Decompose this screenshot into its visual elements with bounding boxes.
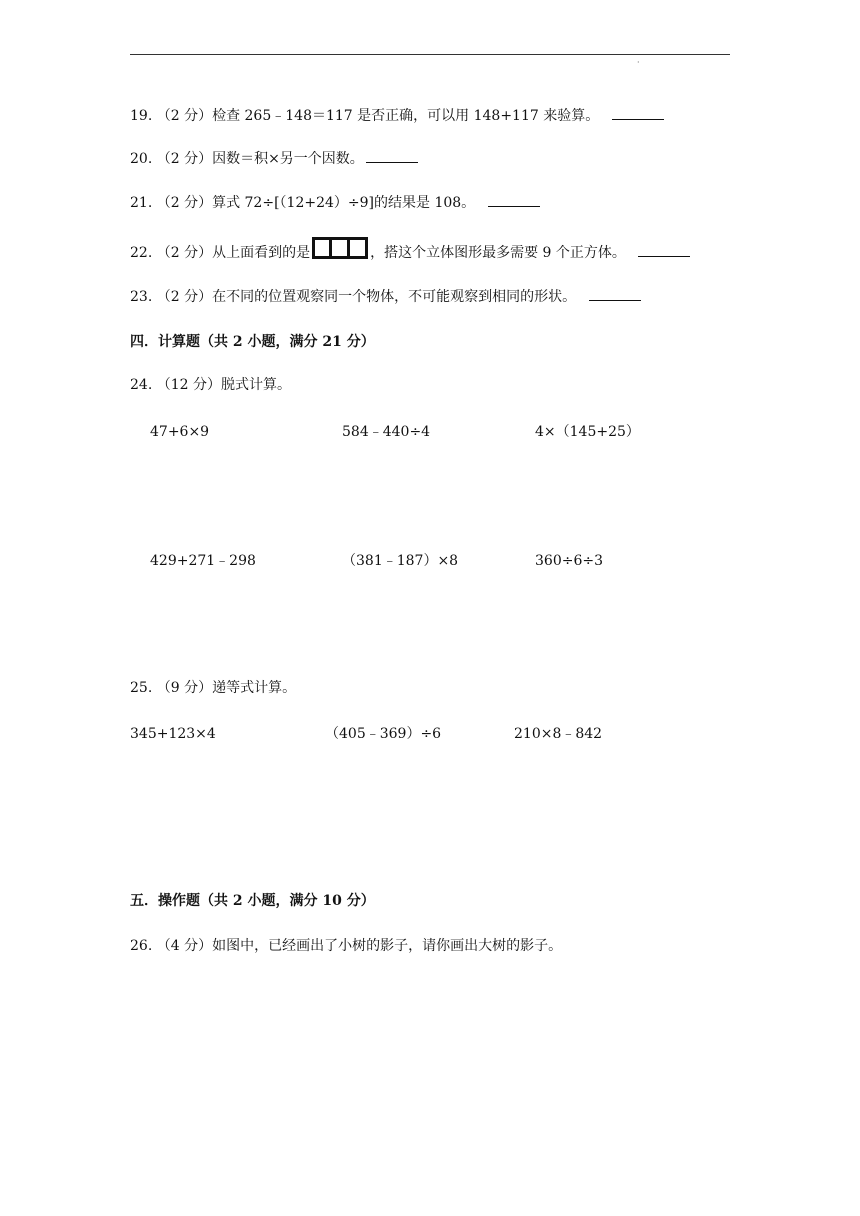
- question-text: 如图中，已经画出了小树的影子，请你画出大树的影子。: [212, 938, 563, 954]
- answer-blank[interactable]: [589, 286, 641, 301]
- question-20: [130, 148, 418, 169]
- expression: 4×（145+25）: [535, 424, 640, 440]
- question-points: （2 分）: [156, 195, 213, 211]
- question-number: 22.: [130, 245, 153, 261]
- question-19: [130, 105, 664, 126]
- expression: 584﹣440÷4: [342, 424, 431, 440]
- section-title-calculation: 四．计算题（共 2 小题，满分 21 分）: [130, 334, 375, 350]
- question-22: [130, 239, 690, 267]
- three-squares-icon: [312, 237, 368, 259]
- answer-blank[interactable]: [638, 242, 690, 257]
- header-rule: [130, 54, 730, 55]
- question-number: 24.: [130, 377, 153, 393]
- question-number: 21.: [130, 195, 153, 211]
- question-text: 检查 265﹣148＝117 是否正确，可以用 148+117 来验算。: [212, 108, 600, 124]
- top-view-squares-figure: [312, 237, 368, 265]
- question-number: 19.: [130, 108, 153, 124]
- question-points: （4 分）: [156, 938, 213, 954]
- question-text: 算式 72÷[（12+24）÷9]的结果是 108。: [212, 195, 476, 211]
- question-points: （12 分）: [156, 377, 221, 393]
- expression: （405﹣369）÷6: [325, 726, 442, 742]
- question-points: （2 分）: [156, 108, 213, 124]
- question-text: 在不同的位置观察同一个物体，不可能观察到相同的形状。: [212, 289, 577, 305]
- header-dot: ·: [637, 58, 640, 67]
- section-title-operation: 五．操作题（共 2 小题，满分 10 分）: [130, 893, 375, 909]
- expression: 345+123×4: [130, 726, 216, 742]
- answer-blank[interactable]: [612, 105, 664, 120]
- expression: 360÷6÷3: [535, 553, 603, 569]
- expression: 429+271﹣298: [150, 553, 256, 569]
- question-text: 递等式计算。: [212, 680, 297, 696]
- question-points: （2 分）: [156, 151, 213, 167]
- question-25: [130, 678, 296, 698]
- question-points: （2 分）: [156, 245, 213, 261]
- question-number: 25.: [130, 680, 153, 696]
- question-number: 26.: [130, 938, 153, 954]
- question-24: [130, 375, 291, 395]
- expression: （381﹣187）×8: [342, 553, 459, 569]
- expression: 210×8﹣842: [514, 726, 603, 742]
- expression: 47+6×9: [150, 424, 210, 440]
- question-text: 脱式计算。: [220, 377, 291, 393]
- question-text-after: ，搭这个立体图形最多需要 9 个正方体。: [370, 245, 626, 261]
- question-text: 因数＝积×另一个因数。: [212, 151, 364, 167]
- question-text-before: 从上面看到的是: [212, 245, 311, 261]
- question-21: [130, 192, 540, 213]
- answer-blank[interactable]: [488, 192, 540, 207]
- question-number: 20.: [130, 151, 153, 167]
- question-26: [130, 936, 562, 956]
- question-points: （9 分）: [156, 680, 213, 696]
- answer-blank[interactable]: [366, 148, 418, 163]
- question-number: 23.: [130, 289, 153, 305]
- question-points: （2 分）: [156, 289, 213, 305]
- question-23: [130, 286, 641, 307]
